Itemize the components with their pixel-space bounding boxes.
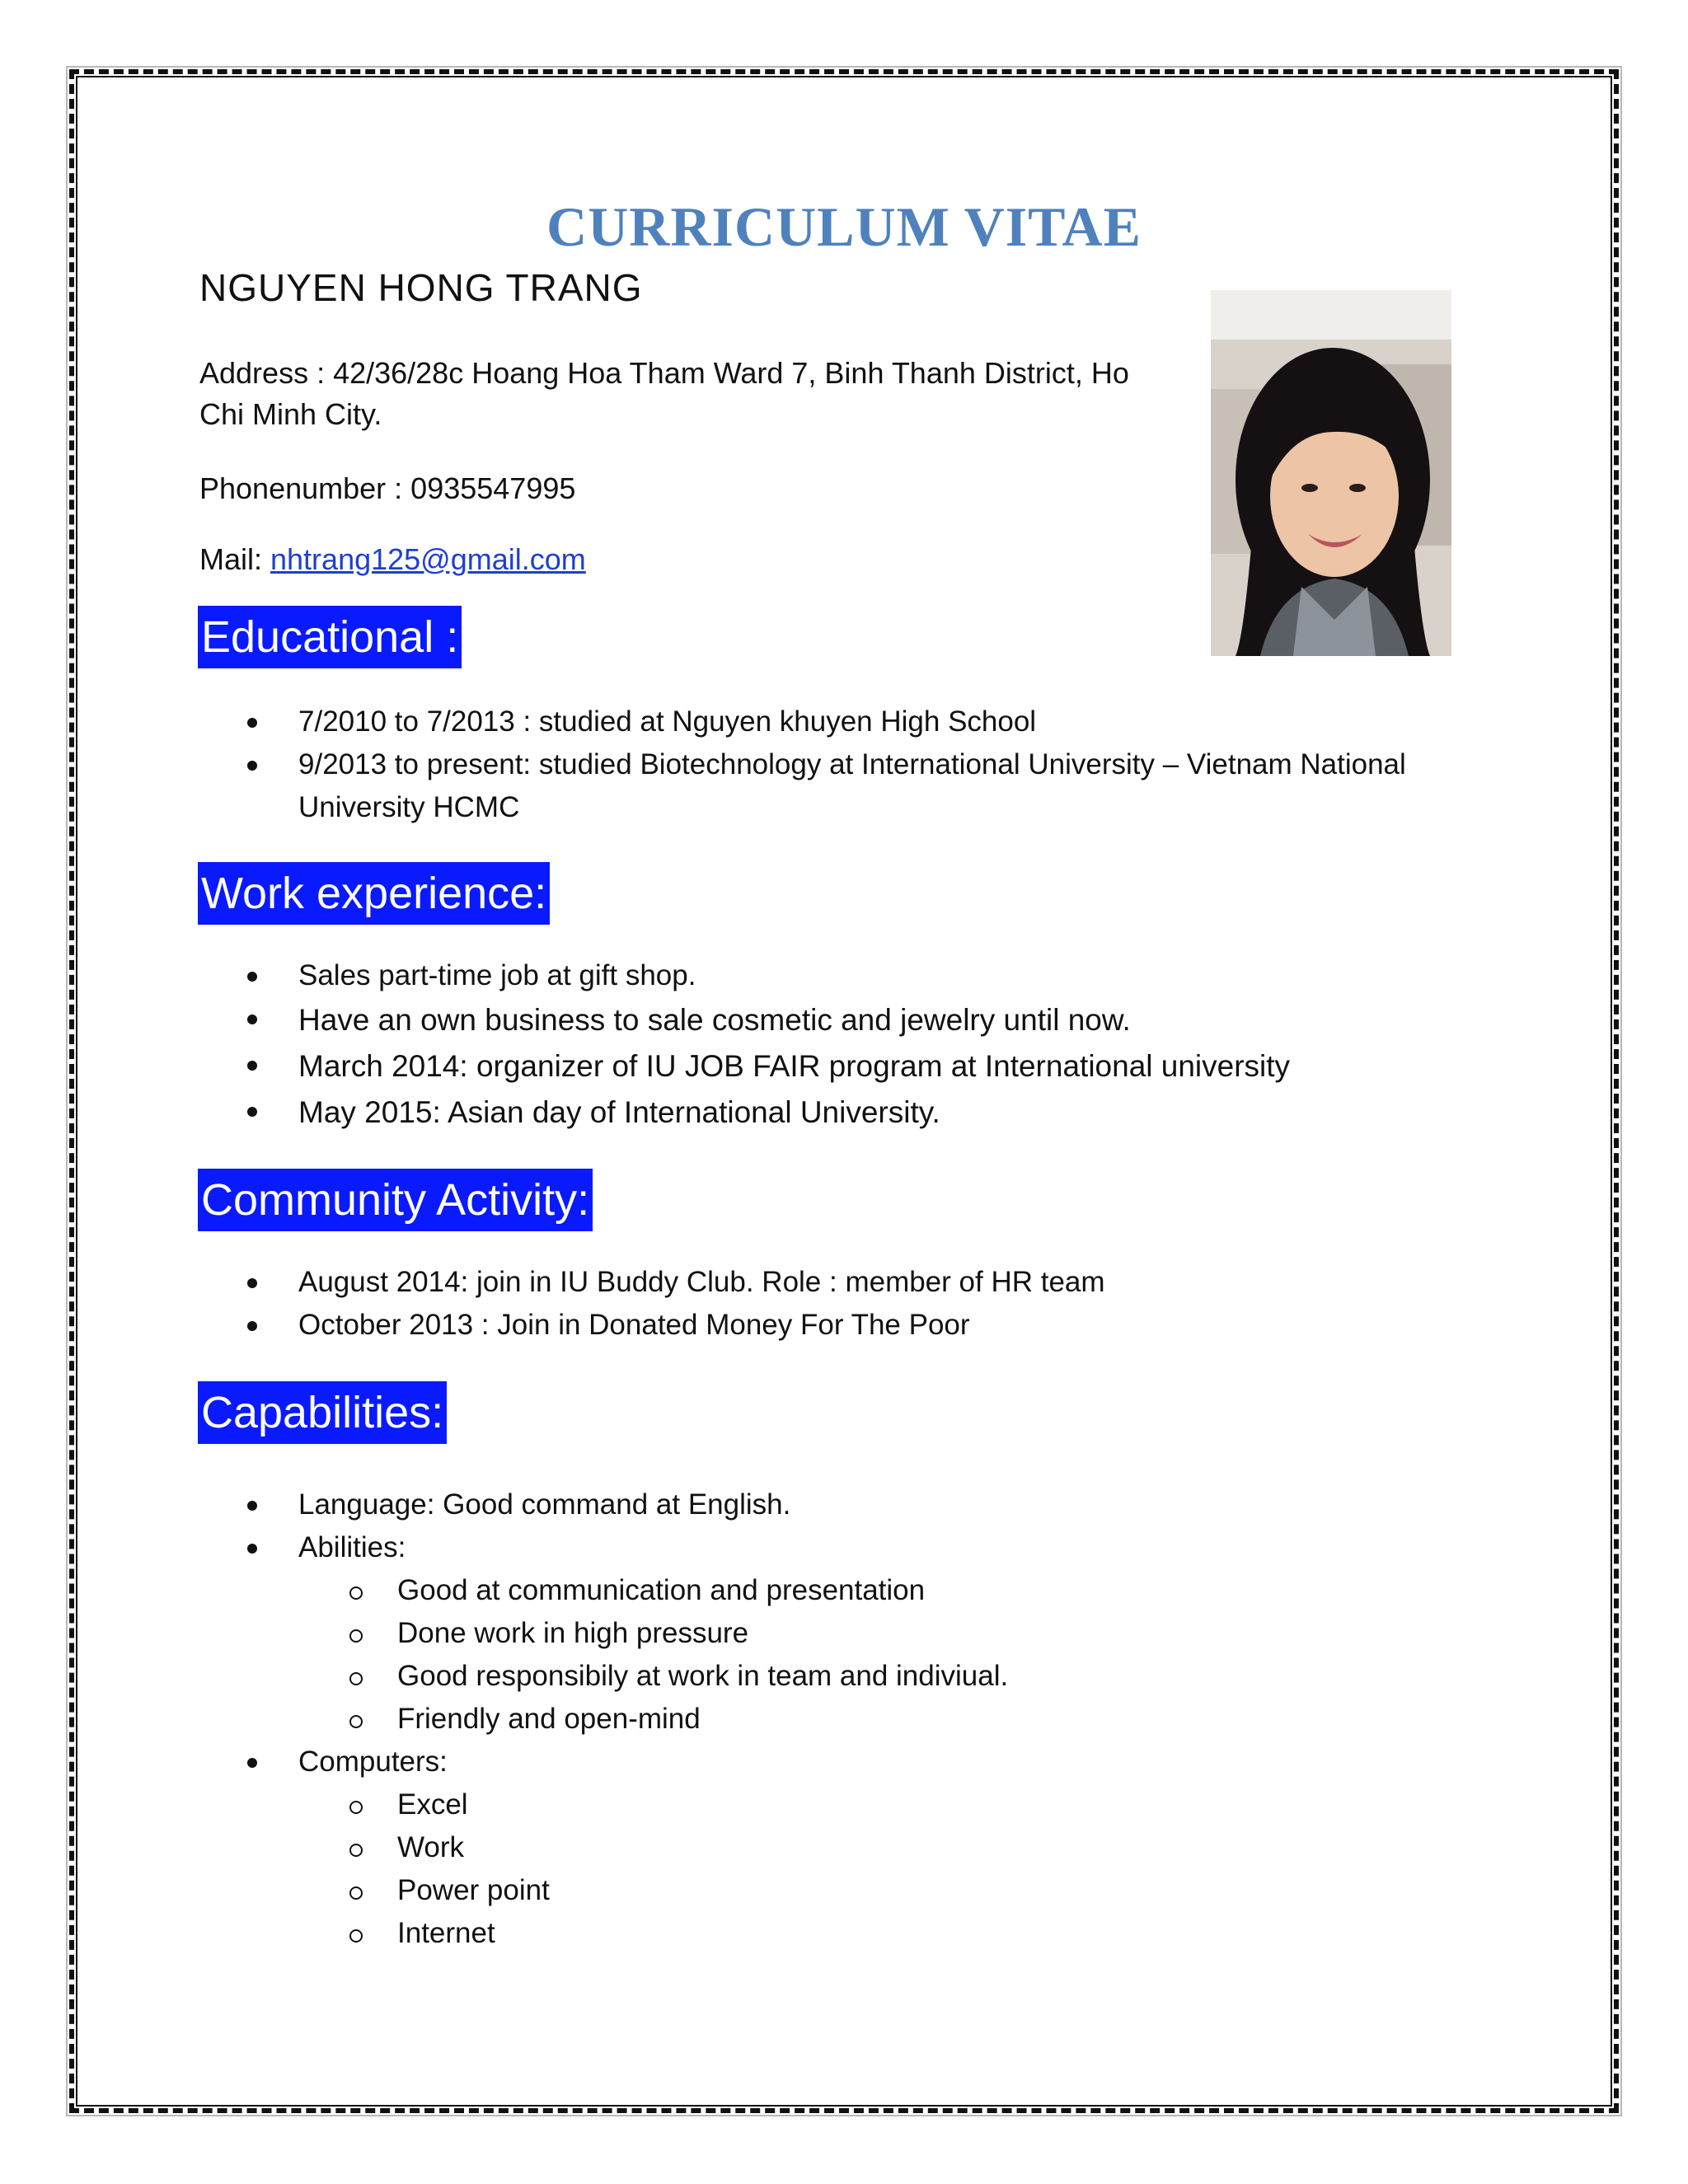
ability-item: Good at communication and presentation (199, 1569, 1485, 1612)
candidate-name: NGUYEN HONG TRANG (199, 266, 643, 309)
section-heading-educational: Educational : (198, 606, 462, 668)
list-item: 7/2010 to 7/2013 : studied at Nguyen khuyen High School (199, 701, 1485, 743)
work-experience-list (199, 954, 1485, 1136)
community-activity-list (199, 1261, 1485, 1347)
profile-photo (1211, 290, 1451, 656)
education-list (199, 701, 1485, 829)
computer-skill-item: Internet (199, 1912, 1485, 1955)
capabilities-list (199, 1483, 1485, 1955)
computers-label: Computers: (199, 1741, 1485, 1783)
list-item: October 2013 : Join in Donated Money For The Poor (199, 1304, 1485, 1347)
list-item: Have an own business to sale cosmetic and jewelry until now. (199, 997, 1485, 1043)
email-link[interactable]: nhtrang125@gmail.com (270, 542, 586, 576)
ability-item: Friendly and open-mind (199, 1698, 1485, 1741)
address-line: Address : 42/36/28c Hoang Hoa Tham Ward 7, Binh Thanh District, Ho Chi Minh City. (199, 356, 1129, 431)
language-item: Language: Good command at English. (199, 1483, 1485, 1526)
computer-skill-item: Work (199, 1826, 1485, 1869)
portrait-image (1211, 290, 1451, 656)
ability-item: Good responsibily at work in team and indiviual. (199, 1655, 1485, 1698)
ability-item: Done work in high pressure (199, 1612, 1485, 1655)
computer-skill-item: Power point (199, 1869, 1485, 1912)
abilities-label: Abilities: (199, 1526, 1485, 1569)
list-item: March 2014: organizer of IU JOB FAIR program at International university (199, 1043, 1485, 1090)
mail-label: Mail: (199, 542, 271, 576)
computer-skill-item: Excel (199, 1783, 1485, 1826)
list-item: August 2014: join in IU Buddy Club. Role : member of HR team (199, 1261, 1485, 1304)
list-item: Sales part-time job at gift shop. (199, 954, 1485, 997)
phone-line: Phonenumber : 0935547995 (199, 471, 576, 505)
section-heading-capabilities: Capabilities: (198, 1381, 447, 1444)
document-title: CURRICULUM VITAE (546, 195, 1142, 258)
mail-line (199, 539, 586, 580)
list-item: 9/2013 to present: studied Biotechnology at International University – Vietnam National University HCMC (199, 743, 1485, 829)
section-heading-community-activity: Community Activity: (198, 1169, 593, 1231)
list-item: May 2015: Asian day of International University. (199, 1090, 1485, 1136)
section-heading-work-experience: Work experience: (198, 862, 550, 925)
